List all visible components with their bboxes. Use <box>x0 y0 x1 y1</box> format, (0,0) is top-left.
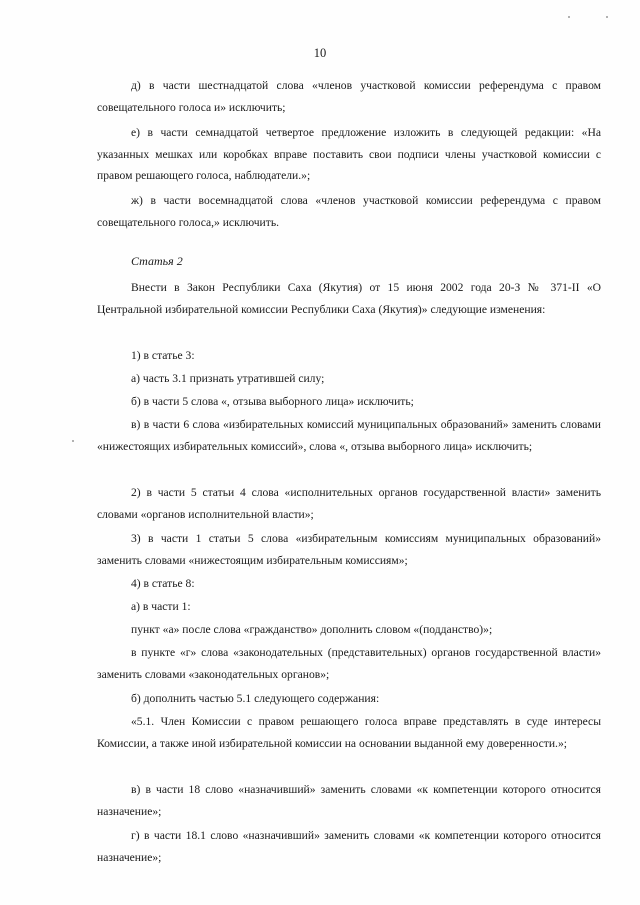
page-number: 10 <box>313 46 327 60</box>
article-heading: Статья 2 <box>131 254 183 268</box>
paragraph-item-2: 2) в части 5 статьи 4 слова «исполнительных органов государственной власти» заменить словами «органов исполнительной власти»; <box>97 486 601 521</box>
paragraph-zh: ж) в части восемнадцатой слова «членов участковой комиссии референдума с правом совещательного голоса,» исключить. <box>97 194 601 229</box>
paragraph-d: д) в части шестнадцатой слова «членов участковой комиссии референдума с правом совещательного голоса и» исключить; <box>97 79 601 114</box>
paragraph-point-g: в пункте «г» слова «законодательных (представительных) органов государственной власти» заменить словами «законодательных органов»; <box>97 646 601 681</box>
scan-speck <box>606 16 608 18</box>
paragraph-item-4g: г) в части 18.1 слово «назначивший» заменить словами «к компетенции которого относится назначение»; <box>97 829 601 864</box>
paragraph-item-1v: в) в части 6 слова «избирательных комиссий муниципальных образований» заменить словами «нижестоящих избирательных комиссий», слова «, отзыва выборного лица» исключить; <box>97 418 601 453</box>
paragraph-item-1: 1) в статье 3: <box>131 349 195 362</box>
scan-speck <box>72 440 74 442</box>
paragraph-item-1b: б) в части 5 слова «, отзыва выборного лица» исключить; <box>131 395 414 408</box>
paragraph-item-4: 4) в статье 8: <box>131 577 195 590</box>
paragraph-intro: Внести в Закон Республики Саха (Якутия) от 15 июня 2002 года 20-З № 371-II «О Центральной избирательной комиссии Республики Саха (Якутия)» следующие изменения: <box>97 281 601 316</box>
paragraph-item-4a: а) в части 1: <box>131 600 191 613</box>
paragraph-item-4v: в) в части 18 слово «назначивший» заменить словами «к компетенции которого относится назначение»; <box>97 783 601 818</box>
paragraph-item-3: 3) в части 1 статьи 5 слова «избирательным комиссиям муниципальных образований» заменить словами «нижестоящим избирательным комиссиям»; <box>97 532 601 567</box>
scan-speck <box>568 16 570 18</box>
paragraph-quote-5-1: «5.1. Член Комиссии с правом решающего голоса вправе представлять в суде интересы Комиссии, а также иной избирательной комиссии на основании выданной ему доверенности.»; <box>97 715 601 750</box>
paragraph-e: е) в части семнадцатой четвертое предложение изложить в следующей редакции: «На указанных мешках или коробках вправе поставить свои подписи члены участковой комиссии с правом решающего голоса, наблюдатели.»; <box>97 126 601 182</box>
paragraph-point-a: пункт «а» после слова «гражданство» дополнить словом «(подданство)»; <box>131 623 493 636</box>
paragraph-item-1a: а) часть 3.1 признать утратившей силу; <box>131 372 325 385</box>
paragraph-item-4b: б) дополнить частью 5.1 следующего содержания: <box>131 692 380 705</box>
